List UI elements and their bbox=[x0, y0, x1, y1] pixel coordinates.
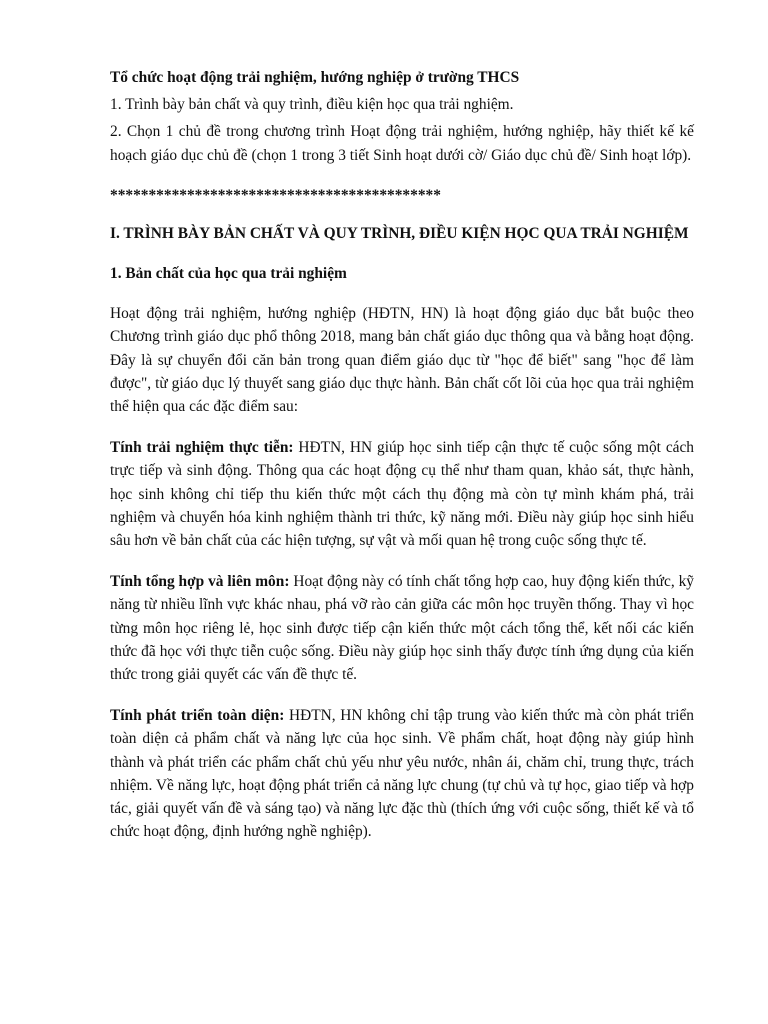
document-page bbox=[110, 66, 694, 843]
feature-text-integrated: Hoạt động này có tính chất tổng hợp cao, huy động kiến thức, kỹ năng từ nhiều lĩnh vực khác nhau, phá vỡ rào cản giữa các môn học truyền thống. Thay vì học từng môn học riêng lẻ, học sinh được tiếp cận kiến thức một cách tổng thể, kết nối các kiến thức đã học với thực tiễn cuộc sống. Điều này giúp học sinh thấy được tính ứng dụng của kiến thức trong giải quyết các vấn đề thực tế. bbox=[110, 573, 695, 684]
feature-text-practical: HĐTN, HN giúp học sinh tiếp cận thực tế cuộc sống một cách trực tiếp và sinh động. Thông qua các hoạt động cụ thể như tham quan, khảo sát, thực hành, học sinh không chỉ tiếp thu kiến thức một cách thụ động mà còn tự mình khám phá, trải nghiệm và chuyển hóa kinh nghiệm thành tri thức, kỹ năng mới. Điều này giúp học sinh hiểu sâu hơn về bản chất của các hiện tượng, sự vật và mối quan hệ trong cuộc sống thực tế. bbox=[110, 439, 695, 550]
sub-heading: 1. Bản chất của học qua trải nghiệm bbox=[110, 265, 347, 283]
feature-text-holistic: HĐTN, HN không chỉ tập trung vào kiến thức mà còn phát triển toàn diện cả phẩm chất và năng lực của học sinh. Về phẩm chất, hoạt động này giúp hình thành và phát triển các phẩm chất chủ yếu như yêu nước, nhân ái, chăm chỉ, trung thực, trách nhiệm. Về năng lực, hoạt động phát triển cả năng lực chung (tự chủ và tự học, giao tiếp và hợp tác, giải quyết vấn đề và sáng tạo) và năng lực đặc thù (thích ứng với cuộc sống, thiết kế và tổ chức hoạt động, định hướng nghề nghiệp). bbox=[110, 707, 694, 841]
feature-paragraph-holistic bbox=[110, 704, 694, 843]
document-title: Tổ chức hoạt động trải nghiệm, hướng nghiệp ở trường THCS bbox=[110, 69, 520, 86]
feature-lead-practical: Tính trải nghiệm thực tiễn: bbox=[110, 439, 294, 457]
feature-lead-holistic: Tính phát triển toàn diện: bbox=[110, 707, 285, 725]
separator-line: ******************************************* bbox=[110, 186, 441, 204]
task-item-2: 2. Chọn 1 chủ đề trong chương trình Hoạt động trải nghiệm, hướng nghiệp, hãy thiết kế kế hoạch giáo dục chủ đề (chọn 1 trong 3 tiết Sinh hoạt dưới cờ/ Giáo dục chủ đề/ Sinh hoạt lớp). bbox=[110, 123, 694, 164]
feature-paragraph-integrated bbox=[110, 570, 694, 686]
feature-lead-integrated: Tính tổng hợp và liên môn: bbox=[110, 573, 290, 591]
feature-paragraph-practical bbox=[110, 436, 694, 552]
task-item-1: 1. Trình bày bản chất và quy trình, điều kiện học qua trải nghiệm. bbox=[110, 96, 514, 114]
intro-paragraph: Hoạt động trải nghiệm, hướng nghiệp (HĐTN, HN) là hoạt động giáo dục bắt buộc theo Chương trình giáo dục phổ thông 2018, mang bản chất giáo dục thông qua và bằng hoạt động. Đây là sự chuyển đổi căn bản trong quan điểm giáo dục từ "học để biết" sang "học để làm được", từ giáo dục lý thuyết sang giáo dục thực hành. Bản chất cốt lõi của học qua trải nghiệm thể hiện qua các đặc điểm sau: bbox=[110, 305, 694, 416]
section-heading: I. TRÌNH BÀY BẢN CHẤT VÀ QUY TRÌNH, ĐIỀU KIỆN HỌC QUA TRẢI NGHIỆM bbox=[110, 225, 689, 243]
